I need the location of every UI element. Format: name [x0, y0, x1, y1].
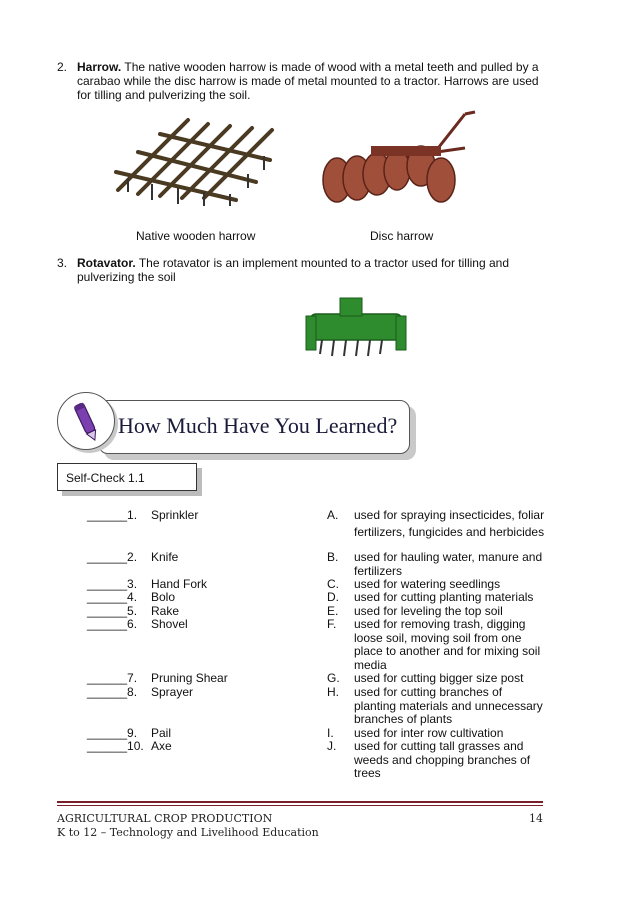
- question-row: [87, 591, 137, 605]
- item-text-line: The rotavator is an implement mounted to a tractor used for tilling and: [138, 256, 510, 270]
- answer-blank[interactable]: ______4.: [87, 590, 138, 604]
- footer-page-number: 14: [529, 812, 543, 825]
- answer-line: place to another and for mixing soil: [354, 644, 541, 658]
- question-term: Bolo: [151, 590, 176, 604]
- pen-icon: [58, 393, 114, 449]
- answer-letter: I.: [327, 726, 334, 740]
- answer-line: branches of plants: [354, 712, 453, 726]
- answer-text: used for inter row cultivation: [354, 726, 504, 740]
- answer-letter: E.: [327, 604, 339, 618]
- question-row: [87, 686, 137, 700]
- question-row: [87, 618, 137, 632]
- footer-subtitle: K to 12 – Technology and Livelihood Education: [57, 826, 319, 839]
- item-term: Harrow.: [77, 60, 122, 74]
- section-title: How Much Have You Learned?: [118, 413, 398, 438]
- answer-letter: D.: [327, 590, 339, 604]
- footer-rule: [57, 805, 543, 806]
- answer-line: media: [354, 657, 387, 672]
- question-term: Shovel: [151, 617, 188, 631]
- answer-blank[interactable]: ______3.: [87, 577, 138, 591]
- answer-line: loose soil, moving soil from one: [354, 630, 522, 645]
- question-row: [87, 672, 137, 686]
- question-term: Axe: [151, 739, 172, 753]
- answer-letter: B.: [327, 550, 339, 564]
- item-text-line: pulverizing the soil: [77, 270, 176, 284]
- item-text-line: for tilling and pulverizing the soil.: [77, 88, 251, 102]
- answer-blank[interactable]: ______2.: [87, 550, 138, 564]
- question-term: Pail: [151, 726, 172, 740]
- answer-blank[interactable]: ______10.: [87, 739, 144, 753]
- disc-harrow-image: [315, 108, 485, 216]
- item-text-line: carabao while the disc harrow is made of metal mounted to a tractor. Harrows are used: [77, 74, 539, 88]
- answer-line: planting materials and unnecessary: [354, 698, 543, 713]
- banner-pen-badge: [57, 392, 115, 450]
- answer-letter: C.: [327, 577, 339, 591]
- answer-blank[interactable]: ______8.: [87, 685, 138, 699]
- item-text-line: The native wooden harrow is made of wood with a metal teeth and pulled by a: [124, 60, 539, 74]
- answer-text: [354, 618, 554, 672]
- item-number: 3.: [57, 256, 68, 270]
- answer-blank[interactable]: ______1.: [87, 508, 138, 522]
- question-row: [87, 551, 137, 565]
- answer-text: [354, 686, 554, 727]
- answer-blank[interactable]: ______5.: [87, 604, 138, 618]
- question-term: Pruning Shear: [151, 671, 228, 685]
- question-row: [87, 509, 137, 523]
- answer-letter: A.: [327, 508, 339, 522]
- question-term: Sprinkler: [151, 508, 199, 522]
- answer-line: fertilizers, fungicides and herbicides: [354, 524, 545, 539]
- answer-text: used for cutting planting materials: [354, 590, 534, 604]
- wooden-harrow-image: [108, 112, 278, 208]
- answer-text: [354, 551, 554, 578]
- answer-letter: H.: [327, 685, 339, 699]
- rotavator-image: [300, 292, 412, 362]
- caption-wooden-harrow: Native wooden harrow: [136, 229, 256, 243]
- answer-line: used for removing trash, digging: [354, 617, 526, 631]
- answer-line: used for cutting tall grasses and: [354, 739, 524, 753]
- answer-line: trees: [354, 766, 381, 780]
- item-number: 2.: [57, 60, 68, 74]
- answer-text: [354, 740, 554, 781]
- answer-blank[interactable]: ______7.: [87, 671, 138, 685]
- answer-line: used for spraying insecticides, foliar: [354, 508, 545, 522]
- question-term: Hand Fork: [151, 577, 208, 591]
- answer-text: used for watering seedlings: [354, 577, 501, 591]
- item-term: Rotavator.: [77, 256, 136, 270]
- answer-line: used for hauling water, manure and: [354, 550, 543, 564]
- answer-line: fertilizers: [354, 563, 403, 578]
- answer-letter: J.: [327, 739, 337, 753]
- answer-blank[interactable]: ______9.: [87, 726, 138, 740]
- question-term: Sprayer: [151, 685, 194, 699]
- question-row: [87, 740, 144, 754]
- answer-letter: F.: [327, 617, 337, 631]
- answer-blank[interactable]: ______6.: [87, 617, 138, 631]
- question-term: Rake: [151, 604, 180, 618]
- answer-line: weeds and chopping branches of: [354, 752, 531, 767]
- answer-text: used for leveling the top soil: [354, 604, 503, 618]
- question-term: Knife: [151, 550, 179, 564]
- answer-line: used for cutting branches of: [354, 685, 503, 699]
- answer-text: used for cutting bigger size post: [354, 671, 524, 685]
- footer-rule: [57, 801, 543, 803]
- self-check-label: Self-Check 1.1: [57, 463, 197, 491]
- answer-text: [354, 509, 554, 539]
- caption-disc-harrow: Disc harrow: [370, 229, 434, 243]
- footer-title: AGRICULTURAL CROP PRODUCTION: [57, 812, 273, 825]
- answer-letter: G.: [327, 671, 340, 685]
